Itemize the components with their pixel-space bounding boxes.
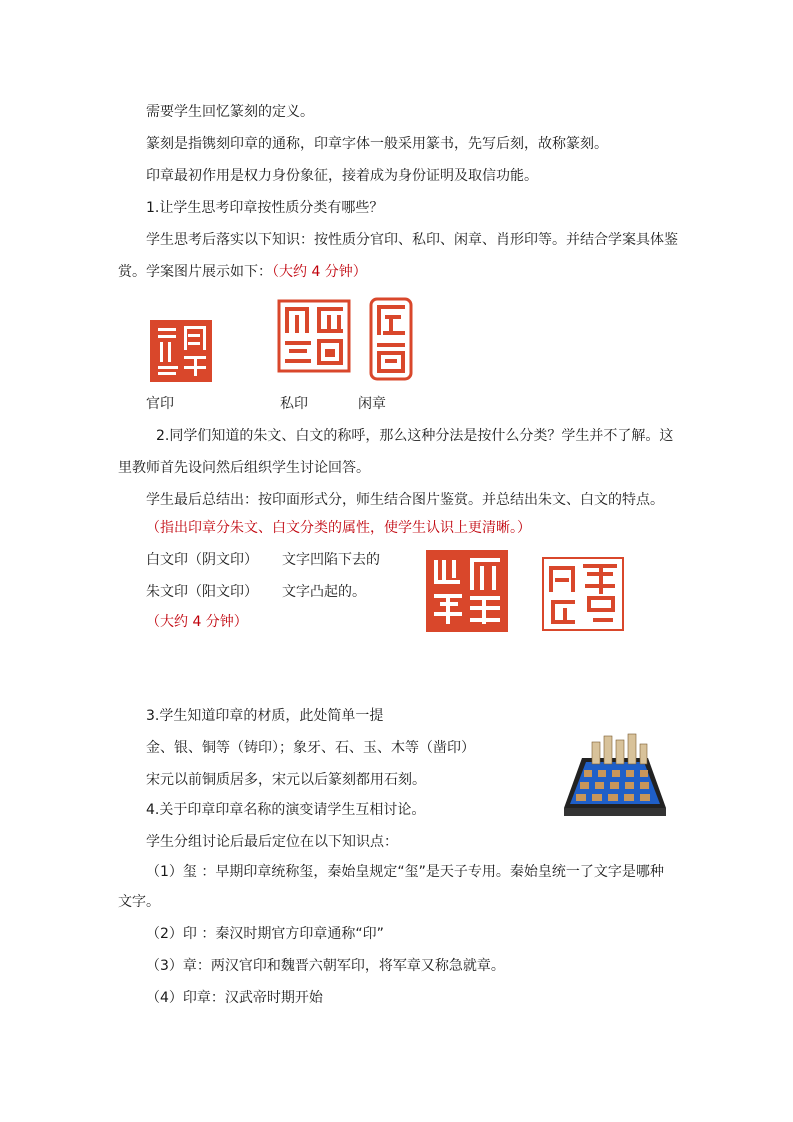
seal-type-desc: 文字凹陷下去的 — [282, 552, 380, 568]
paragraph-line: 4.关于印章印章名称的演变请学生互相讨论。 — [146, 802, 426, 818]
paragraph-line: 金、银、铜等（铸印）；象牙、石、玉、木等（凿印） — [146, 740, 475, 756]
paragraph-text: 赏。学案图片展示如下： — [118, 264, 272, 280]
paragraph-line: 篆刻是指镌刻印章的通称，印章字体一般采用篆书，先写后刻，故称篆刻。 — [146, 136, 608, 152]
paragraph-line: 2.同学们知道的朱文、白文的称呼，那么这种分法是按什么分类？学生并不了解。这 — [156, 428, 674, 444]
private-seal-caption: 私印 — [280, 396, 308, 412]
paragraph-line: （2）印 ：秦汉时期官方印章通称“印” — [146, 926, 384, 942]
paragraph-line — [118, 262, 367, 282]
time-note: （大约 4 分钟） — [146, 614, 248, 630]
paragraph-line: 学生分组讨论后最后定位在以下知识点： — [146, 834, 398, 850]
relief-seal-image — [541, 556, 625, 632]
time-note: （大约 4 分钟） — [272, 264, 367, 280]
paragraph-line: 里教师首先设问然后组织学生讨论回答。 — [118, 460, 370, 476]
leisure-seal-image — [369, 297, 413, 381]
paragraph-line: 学生最后总结出：按印面形式分，师生结合图片鉴赏。并总结出朱文、白文的特点。 — [146, 492, 664, 508]
seal-type-desc: 文字凸起的。 — [282, 584, 366, 600]
paragraph-line: 3.学生知道印章的材质，此处简单一提 — [146, 708, 384, 724]
paragraph-line: （4）印章：汉武帝时期开始 — [146, 990, 323, 1006]
seal-type-label: 朱文印（阳文印） — [146, 584, 258, 600]
private-seal-image — [277, 299, 351, 373]
official-seal-caption: 官印 — [146, 396, 174, 412]
paragraph-line: （1）玺 ：早期印章统称玺，秦始皇规定“玺”是天子专用。秦始皇统一了文字是哪种 — [146, 864, 664, 880]
paragraph-line: 印章最初作用是权力身份象征，接着成为身份证明及取信功能。 — [146, 168, 538, 184]
paragraph-line: 文字。 — [118, 894, 160, 910]
paragraph-line: （3）章：两汉官印和魏晋六朝军印，将军章又称急就章。 — [146, 958, 505, 974]
leisure-seal-caption: 闲章 — [358, 396, 386, 412]
paragraph-line: 1.让学生思考印章按性质分类有哪些？ — [146, 200, 384, 216]
seal-stones-photo — [560, 730, 668, 824]
seal-type-label: 白文印（阴文印） — [146, 552, 258, 568]
teaching-note: （指出印章分朱文、白文分类的属性，使学生认识上更清晰。） — [146, 520, 531, 536]
paragraph-line: 宋元以前铜质居多，宋元以后篆刻都用石刻。 — [146, 772, 426, 788]
intaglio-seal-image — [426, 550, 508, 632]
paragraph-line: 学生思考后落实以下知识：按性质分官印、私印、闲章、肖形印等。并结合学案具体鉴 — [146, 232, 678, 248]
official-seal-image — [150, 320, 212, 382]
paragraph-line: 需要学生回忆篆刻的定义。 — [146, 104, 314, 120]
